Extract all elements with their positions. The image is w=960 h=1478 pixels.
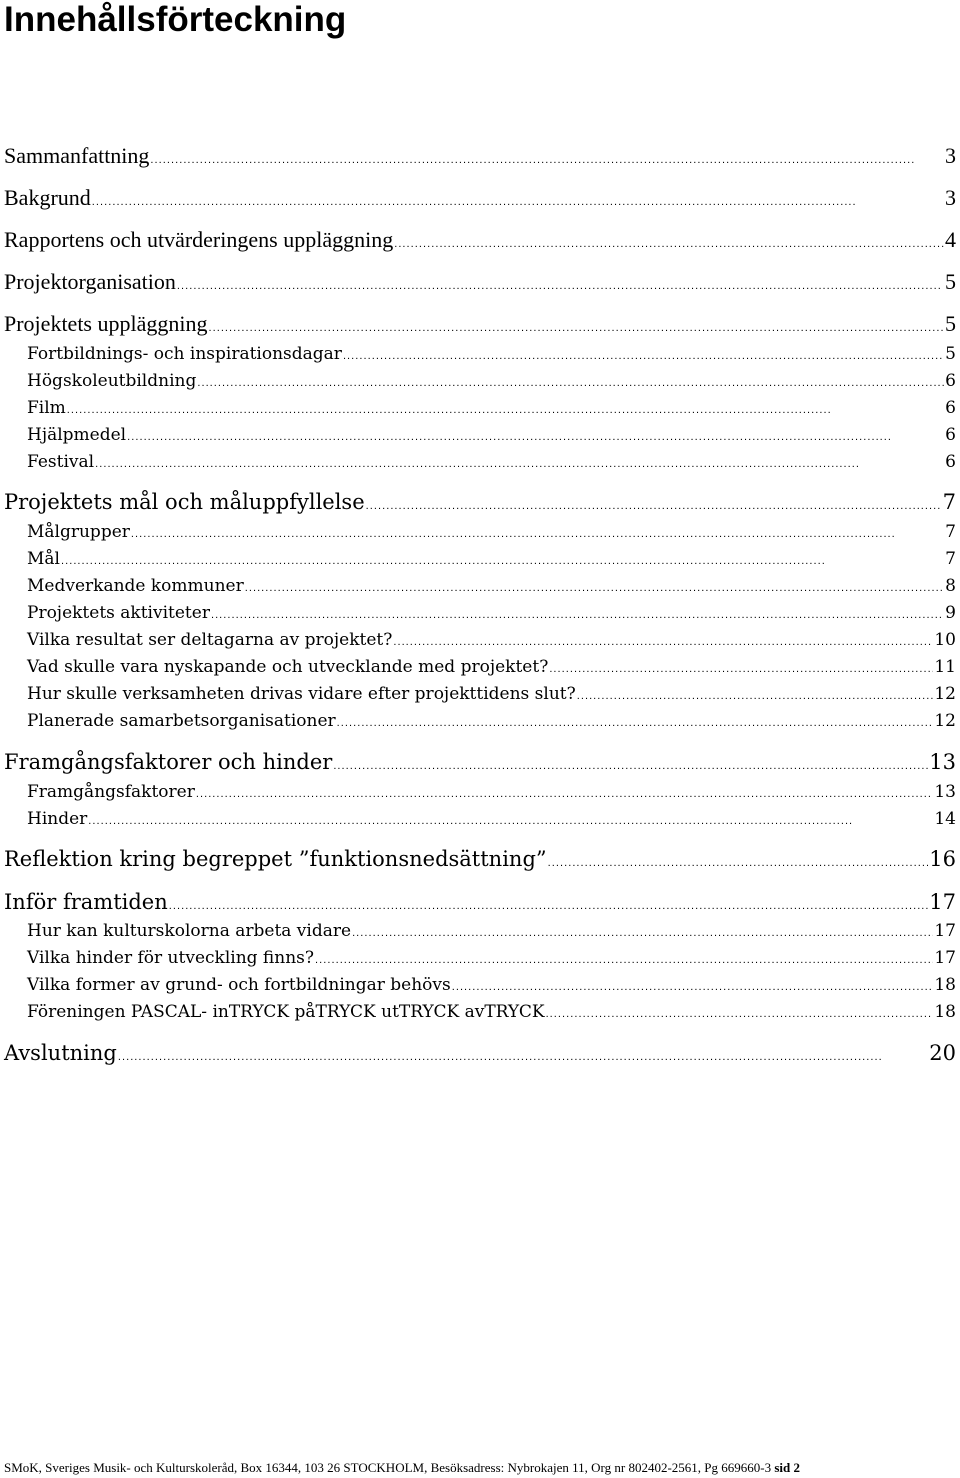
toc-entry-title: Hur kan kulturskolorna arbeta vidare (27, 921, 352, 941)
toc-entry[interactable] (27, 371, 956, 401)
toc-leader-dots (211, 609, 944, 621)
page-title: Innehållsförteckning (4, 0, 347, 39)
toc-entry-title: Målgrupper (27, 522, 130, 542)
toc-entry-title: Projektets aktiviteter (27, 603, 210, 623)
toc-entry-page: 4 (945, 227, 956, 252)
toc-entry[interactable] (27, 452, 956, 482)
toc-entry[interactable] (27, 975, 956, 1005)
toc-entry-title: Festival (27, 452, 95, 472)
toc-entry-page: 17 (934, 921, 956, 941)
toc-leader-dots (88, 815, 933, 827)
toc-leader-dots (245, 582, 944, 594)
toc-entry[interactable] (4, 750, 956, 780)
toc-entry-title: Vilka resultat ser deltagarna av projektet? (27, 630, 393, 650)
toc-leader-dots (208, 322, 944, 334)
toc-leader-dots (548, 857, 929, 869)
toc-leader-dots (452, 981, 934, 993)
toc-entry-page: 17 (934, 948, 956, 968)
toc-entry-title: Vilka former av grund- och fortbildningar behövs (27, 975, 451, 995)
toc-entry[interactable] (4, 185, 956, 215)
toc-entry-title: Medverkande kommuner (27, 576, 244, 596)
toc-entry[interactable] (27, 711, 956, 741)
toc-entry[interactable] (27, 522, 956, 552)
toc-entry-title: Bakgrund (4, 185, 91, 210)
toc-entry-title: Framgångsfaktorer (27, 782, 195, 802)
toc-entry-page: 20 (929, 1041, 956, 1065)
footer-page-label: sid 2 (774, 1460, 800, 1475)
toc-entry[interactable] (27, 809, 956, 839)
toc-leader-dots (131, 528, 944, 540)
toc-entry-page: 6 (945, 371, 956, 391)
toc-entry-page: 7 (945, 522, 956, 542)
toc-entry-title: Hinder (27, 809, 88, 829)
toc-entry-page: 12 (934, 684, 956, 704)
toc-leader-dots (177, 280, 944, 292)
toc-entry-page: 12 (934, 711, 956, 731)
toc-entry[interactable] (27, 549, 956, 579)
toc-entry[interactable] (27, 425, 956, 455)
toc-entry[interactable] (27, 344, 956, 374)
toc-leader-dots (393, 636, 933, 648)
toc-entry[interactable] (27, 684, 956, 714)
toc-entry-title: Framgångsfaktorer och hinder (4, 750, 333, 774)
toc-leader-dots (61, 555, 944, 567)
toc-entry-page: 16 (929, 847, 956, 871)
toc-entry-title: Sammanfattning (4, 143, 150, 168)
toc-entry-title: Avslutning (4, 1041, 117, 1065)
toc-entry-page: 18 (934, 975, 956, 995)
toc-leader-dots (118, 1051, 928, 1063)
toc-entry-title: Högskoleutbildning (27, 371, 197, 391)
toc-entry[interactable] (4, 227, 956, 257)
toc-entry-title: Fortbildnings- och inspirationsdagar (27, 344, 342, 364)
toc-leader-dots (196, 788, 934, 800)
toc-entry-title: Föreningen PASCAL- inTRYCK påTRYCK utTRYCK avTRYCK (27, 1002, 545, 1022)
footer-text: SMoK, Sveriges Musik- och Kulturskoleråd, Box 16344, 103 26 STOCKHOLM, Besöksadress: Nybrokajen 11, Org nr 802402-2561, Pg 669660-3 (4, 1460, 775, 1475)
toc-leader-dots (197, 377, 944, 389)
page-footer (4, 1460, 800, 1476)
toc-entry-page: 6 (945, 425, 956, 445)
toc-entry-title: Projektets mål och måluppfyllelse (4, 490, 365, 514)
toc-entry-title: Projektorganisation (4, 269, 176, 294)
toc-entry-page: 17 (929, 890, 956, 914)
toc-leader-dots (95, 458, 944, 470)
toc-entry-page: 13 (929, 750, 956, 774)
toc-entry-title: Planerade samarbetsorganisationer (27, 711, 336, 731)
toc-entry-page: 5 (945, 269, 956, 294)
toc-entry-title: Projektets uppläggning (4, 311, 208, 336)
toc-entry-page: 8 (945, 576, 956, 596)
toc-entry-page: 11 (934, 657, 956, 677)
toc-leader-dots (577, 690, 934, 702)
toc-entry[interactable] (27, 1002, 956, 1032)
toc-leader-dots (315, 954, 933, 966)
toc-entry-title: Mål (27, 549, 60, 569)
toc-entry-page: 3 (945, 185, 956, 210)
toc-entry-page: 13 (934, 782, 956, 802)
toc-entry[interactable] (4, 1041, 956, 1071)
toc-leader-dots (127, 431, 944, 443)
toc-entry[interactable] (4, 890, 956, 920)
toc-entry[interactable] (4, 269, 956, 299)
toc-leader-dots (337, 717, 934, 729)
toc-entry[interactable] (4, 311, 956, 341)
toc-entry[interactable] (27, 603, 956, 633)
toc-entry-page: 18 (934, 1002, 956, 1022)
toc-entry[interactable] (27, 921, 956, 951)
toc-leader-dots (546, 1008, 934, 1020)
toc-entry-page: 7 (942, 490, 956, 514)
toc-leader-dots (352, 927, 933, 939)
toc-leader-dots (67, 404, 944, 416)
toc-leader-dots (150, 154, 944, 166)
toc-entry[interactable] (4, 143, 956, 173)
toc-entry-title: Vad skulle vara nyskapande och utvecklande med projektet? (27, 657, 549, 677)
toc-entry[interactable] (4, 490, 956, 520)
toc-entry-title: Inför framtiden (4, 890, 168, 914)
toc-entry[interactable] (27, 948, 956, 978)
toc-entry-page: 5 (945, 311, 956, 336)
toc-entry-page: 14 (934, 809, 956, 829)
toc-entry-title: Hjälpmedel (27, 425, 127, 445)
toc-leader-dots (92, 196, 944, 208)
toc-entry-page: 3 (945, 143, 956, 168)
toc-entry-page: 6 (945, 452, 956, 472)
toc-leader-dots (366, 500, 942, 512)
toc-entry-title: Rapportens och utvärderingens uppläggning (4, 227, 394, 252)
toc-entry-page: 6 (945, 398, 956, 418)
toc-entry[interactable] (4, 847, 956, 877)
toc-entry-page: 7 (945, 549, 956, 569)
toc-entry-page: 10 (934, 630, 956, 650)
toc-entry[interactable] (27, 398, 956, 428)
toc-leader-dots (549, 663, 933, 675)
toc-leader-dots (394, 238, 944, 250)
toc-entry[interactable] (27, 576, 956, 606)
toc-entry-page: 5 (945, 344, 956, 364)
toc-leader-dots (333, 760, 928, 772)
toc-entry[interactable] (27, 782, 956, 812)
toc-entry-page: 9 (945, 603, 956, 623)
toc-leader-dots (169, 900, 929, 912)
toc-leader-dots (343, 350, 944, 362)
toc-entry-title: Vilka hinder för utveckling finns? (27, 948, 315, 968)
toc-entry-title: Hur skulle verksamheten drivas vidare efter projekttidens slut? (27, 684, 576, 704)
toc-entry-title: Reflektion kring begreppet ”funktionsnedsättning” (4, 847, 547, 871)
toc-entry[interactable] (27, 630, 956, 660)
toc-entry[interactable] (27, 657, 956, 687)
toc-entry-title: Film (27, 398, 66, 418)
